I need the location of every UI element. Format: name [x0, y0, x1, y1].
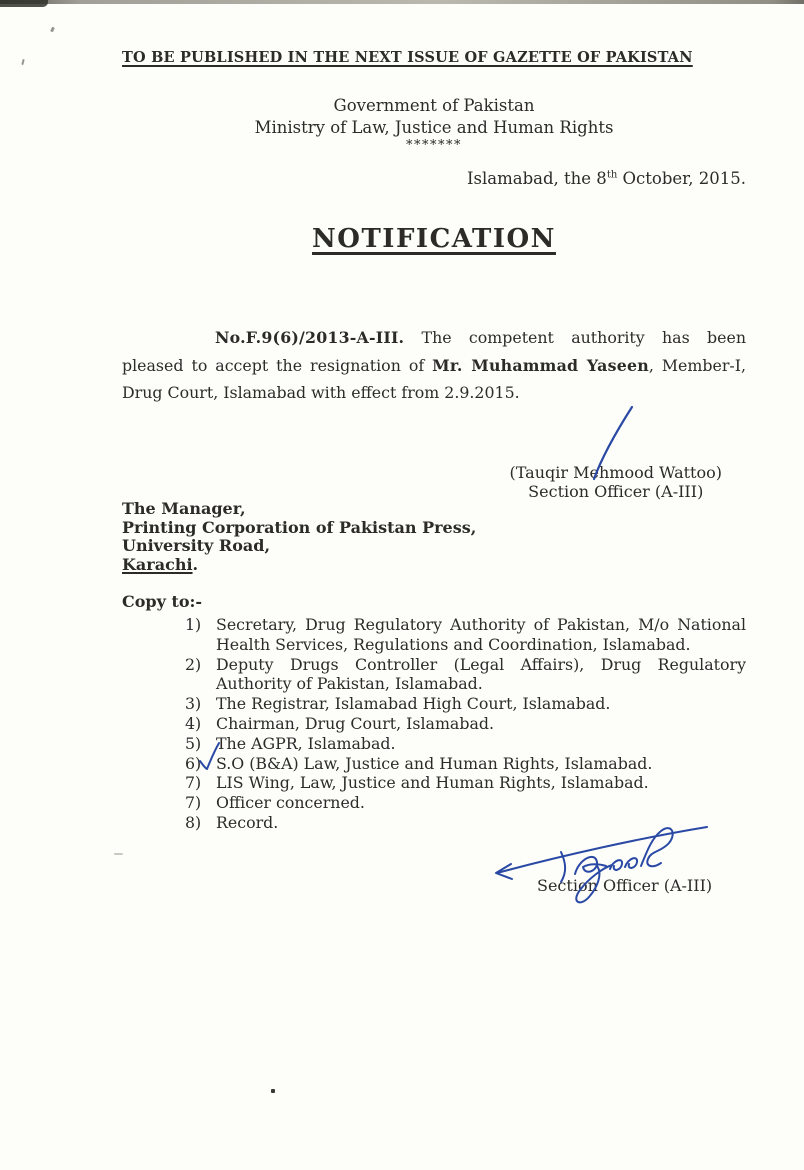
item-number: 6) — [185, 753, 202, 773]
body-text-2: , Member-I, Drug Court, Islamabad with effect from 2.9.2015. — [122, 355, 746, 402]
government-line: Government of Pakistan — [333, 96, 535, 115]
copy-list — [122, 615, 746, 833]
item-number: 7) — [185, 793, 202, 813]
item-text: LIS Wing, Law, Justice and Human Rights, Islamabad. — [216, 773, 649, 793]
copy-list-item — [122, 754, 746, 774]
item-text: Deputy Drugs Controller (Legal Affairs), Drug Regulatory Authority of Pakistan, Islamabad. — [216, 654, 746, 694]
item-number: 3) — [185, 694, 202, 714]
scan-speck — [271, 1089, 275, 1093]
copy-list-item — [122, 813, 746, 833]
copy-list-item — [122, 655, 746, 695]
addressee-city-period: . — [192, 554, 199, 574]
item-number: 5) — [185, 733, 202, 753]
ministry-line: Ministry of Law, Justice and Human Rights — [254, 117, 614, 137]
dateline-ordinal: th — [606, 169, 618, 181]
body-text-1: The competent authority has been pleased to accept the resignation of — [122, 328, 746, 375]
reference-number: No.F.9(6)/2013-A-III. — [215, 328, 405, 347]
addressee-line: The Manager, — [122, 499, 246, 518]
dateline-suffix: October, 2015. — [617, 169, 746, 188]
scan-speck — [50, 27, 55, 33]
copy-list-item — [122, 694, 746, 714]
copy-list-item — [122, 734, 746, 754]
addressee-block — [122, 500, 476, 574]
item-number: 8) — [185, 812, 202, 832]
separator-stars: ******* — [406, 138, 462, 153]
item-number: 2) — [185, 654, 202, 674]
addressee-city: Karachi — [122, 554, 193, 574]
copy-to-label: Copy to:- — [122, 592, 203, 611]
item-number: 7) — [185, 773, 202, 793]
scan-corner-artifact — [0, 0, 48, 7]
item-text: Record. — [216, 812, 279, 832]
notification-title-text: NOTIFICATION — [312, 224, 556, 254]
signatory-block — [510, 463, 723, 501]
notification-body — [122, 324, 746, 407]
copy-list-item — [122, 793, 746, 813]
item-text: Officer concerned. — [216, 793, 365, 813]
dateline — [467, 169, 746, 188]
copy-list-item — [122, 773, 746, 793]
copy-list-item — [122, 714, 746, 734]
footer-signatory-designation: Section Officer (A-III) — [537, 876, 713, 895]
signatory-name: (Tauqir Mehmood Wattoo) — [509, 463, 722, 482]
item-text: The Registrar, Islamabad High Court, Islamabad. — [216, 694, 611, 714]
dateline-prefix: Islamabad, the 8 — [467, 169, 607, 188]
addressee-line: University Road, — [122, 536, 271, 555]
copy-to-section — [122, 592, 746, 833]
scan-speck — [21, 59, 24, 65]
item-number: 4) — [185, 713, 202, 733]
item-text: Secretary, Drug Regulatory Authority of Pakistan, M/o National Health Services, Regulations and Coordination, Islamabad. — [216, 615, 746, 654]
signatory-designation: Section Officer (A-III) — [528, 482, 704, 501]
item-text: The AGPR, Islamabad. — [216, 733, 396, 753]
scan-speck — [114, 853, 123, 855]
letterhead — [122, 95, 746, 154]
item-text: S.O (B&A) Law, Justice and Human Rights, Islamabad. — [216, 753, 653, 773]
scan-edge-artifact — [0, 0, 804, 4]
item-text: Chairman, Drug Court, Islamabad. — [216, 713, 495, 733]
notification-title — [122, 224, 746, 254]
resigning-officer-name: Mr. Muhammad Yaseen — [432, 355, 649, 375]
addressee-line: Printing Corporation of Pakistan Press, — [122, 517, 477, 537]
addressee-city-line — [122, 556, 476, 575]
gazette-publication-notice: TO BE PUBLISHED IN THE NEXT ISSUE OF GAZETTE OF PAKISTAN — [122, 49, 693, 66]
copy-list-item — [122, 615, 746, 655]
item-number: 1) — [185, 615, 202, 634]
